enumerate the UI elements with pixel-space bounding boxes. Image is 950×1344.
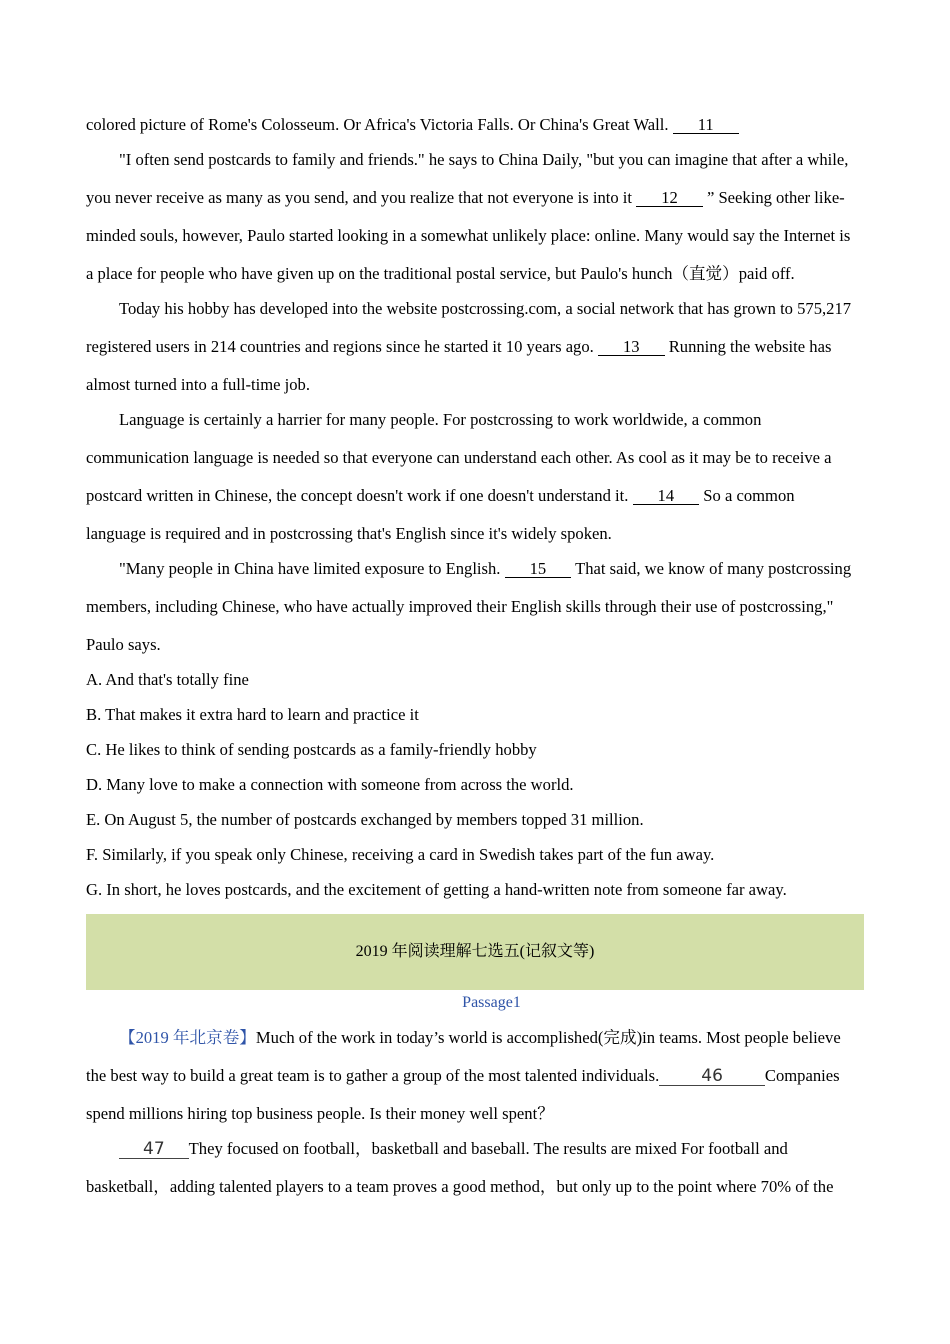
option-g xyxy=(86,871,864,909)
blank-number: 47 xyxy=(143,1139,165,1159)
option-text: A. And that's totally fine xyxy=(86,670,249,689)
blank-number: 13 xyxy=(622,337,640,356)
paragraph-4 xyxy=(86,401,864,553)
line-text: you never receive as many as you send, and you realize that not everyone is into it xyxy=(86,188,633,207)
line-text: They focused on football，basketball and baseball. The results are mixed For football and xyxy=(188,1139,788,1158)
section-banner-title: 2019 年阅读理解七选五(记叙文等) xyxy=(355,943,595,960)
section-banner xyxy=(86,914,864,990)
text-line xyxy=(86,477,864,515)
option-e xyxy=(86,801,864,839)
text-line xyxy=(86,328,864,366)
text-line: members, including Chinese, who have actually improved their English skills through their use of postcrossing," xyxy=(86,597,834,616)
option-text: E. On August 5, the number of postcards exchanged by members topped 31 million. xyxy=(86,810,644,829)
paragraph-3 xyxy=(86,290,864,404)
line-text: "Many people in China have limited exposure to English. xyxy=(119,559,501,578)
line-text: ” Seeking other like- xyxy=(706,188,845,207)
text-line: minded souls, however, Paulo started looking in a somewhat unlikely place: online. Many would say the Internet is xyxy=(86,226,851,245)
option-d xyxy=(86,766,864,804)
text-line xyxy=(86,106,864,144)
blank-15 xyxy=(505,560,572,578)
blank-11 xyxy=(673,116,739,134)
text-line: Today his hobby has developed into the website postcrossing.com, a social network that has grown to 575,217 xyxy=(119,299,852,318)
text-line: almost turned into a full-time job. xyxy=(86,375,310,394)
line-text: Much of the work in today’s world is accomplished(完成)in teams. Most people believe xyxy=(255,1028,841,1047)
blank-12 xyxy=(636,189,703,207)
option-text: D. Many love to make a connection with someone from across the world. xyxy=(86,775,574,794)
text-line: language is required and in postcrossing that's English since it's widely spoken. xyxy=(86,524,612,543)
option-text: F. Similarly, if you speak only Chinese, receiving a card in Swedish takes part of the fun away. xyxy=(86,845,715,864)
line-text: the best way to build a great team is to gather a group of the most talented individuals. xyxy=(86,1066,660,1085)
blank-number: 15 xyxy=(529,559,547,578)
text-line xyxy=(86,1019,864,1057)
passage-heading: Passage1 xyxy=(462,994,521,1011)
option-text: G. In short, he loves postcards, and the excitement of getting a hand-written note from someone far away. xyxy=(86,880,787,899)
text-line: Language is certainly a harrier for many people. For postcrossing to work worldwide, a common xyxy=(119,410,762,429)
option-c xyxy=(86,731,864,769)
paragraph-continued xyxy=(86,106,864,144)
blank-number: 11 xyxy=(697,115,714,134)
paragraph-5 xyxy=(86,550,864,664)
blank-46 xyxy=(659,1068,765,1086)
blank-47 xyxy=(119,1141,189,1159)
text-line: spend millions hiring top business people. Is their money well spent？ xyxy=(86,1104,554,1123)
option-b xyxy=(86,696,864,734)
line-text: registered users in 214 countries and regions since he started it 10 years ago. xyxy=(86,337,594,356)
text-line: communication language is needed so that everyone can understand each other. As cool as it may be to receive a xyxy=(86,448,832,467)
text-line xyxy=(86,179,864,217)
text-line: basketball，adding talented players to a team proves a good method，but only up to the point where 70% of the xyxy=(86,1177,834,1196)
paragraph-2 xyxy=(86,141,864,293)
blank-14 xyxy=(633,487,700,505)
line-text: postcard written in Chinese, the concept doesn't work if one doesn't understand it. xyxy=(86,486,629,505)
text-line xyxy=(86,1130,864,1168)
text-line xyxy=(86,1057,864,1095)
line-text: Running the website has xyxy=(668,337,832,356)
line-text: Companies xyxy=(764,1066,840,1085)
page-content xyxy=(86,106,864,1206)
blank-13 xyxy=(598,338,665,356)
option-a xyxy=(86,661,864,699)
blank-number: 46 xyxy=(701,1066,723,1086)
line-text: So a common xyxy=(703,486,795,505)
blank-number: 12 xyxy=(661,188,678,207)
text-line: a place for people who have given up on the traditional postal service, but Paulo's hunch（直觉）paid off. xyxy=(86,264,795,283)
option-text: C. He likes to think of sending postcards as a family-friendly hobby xyxy=(86,740,537,759)
line-text: That said, we know of many postcrossing xyxy=(575,559,852,578)
text-line xyxy=(86,550,864,588)
text-line: "I often send postcards to family and friends." he says to China Daily, "but you can imagine that after a while, xyxy=(119,150,849,169)
option-text: B. That makes it extra hard to learn and practice it xyxy=(86,705,419,724)
passage-1-paragraph-2 xyxy=(86,1130,864,1206)
text-line: Paulo says. xyxy=(86,635,161,654)
line-text: colored picture of Rome's Colosseum. Or Africa's Victoria Falls. Or China's Great Wall. xyxy=(86,115,669,134)
option-f xyxy=(86,836,864,874)
blank-number: 14 xyxy=(657,486,675,505)
passage-1-paragraph-1 xyxy=(86,1019,864,1133)
source-label: 【2019 年北京卷】 xyxy=(119,1028,256,1047)
